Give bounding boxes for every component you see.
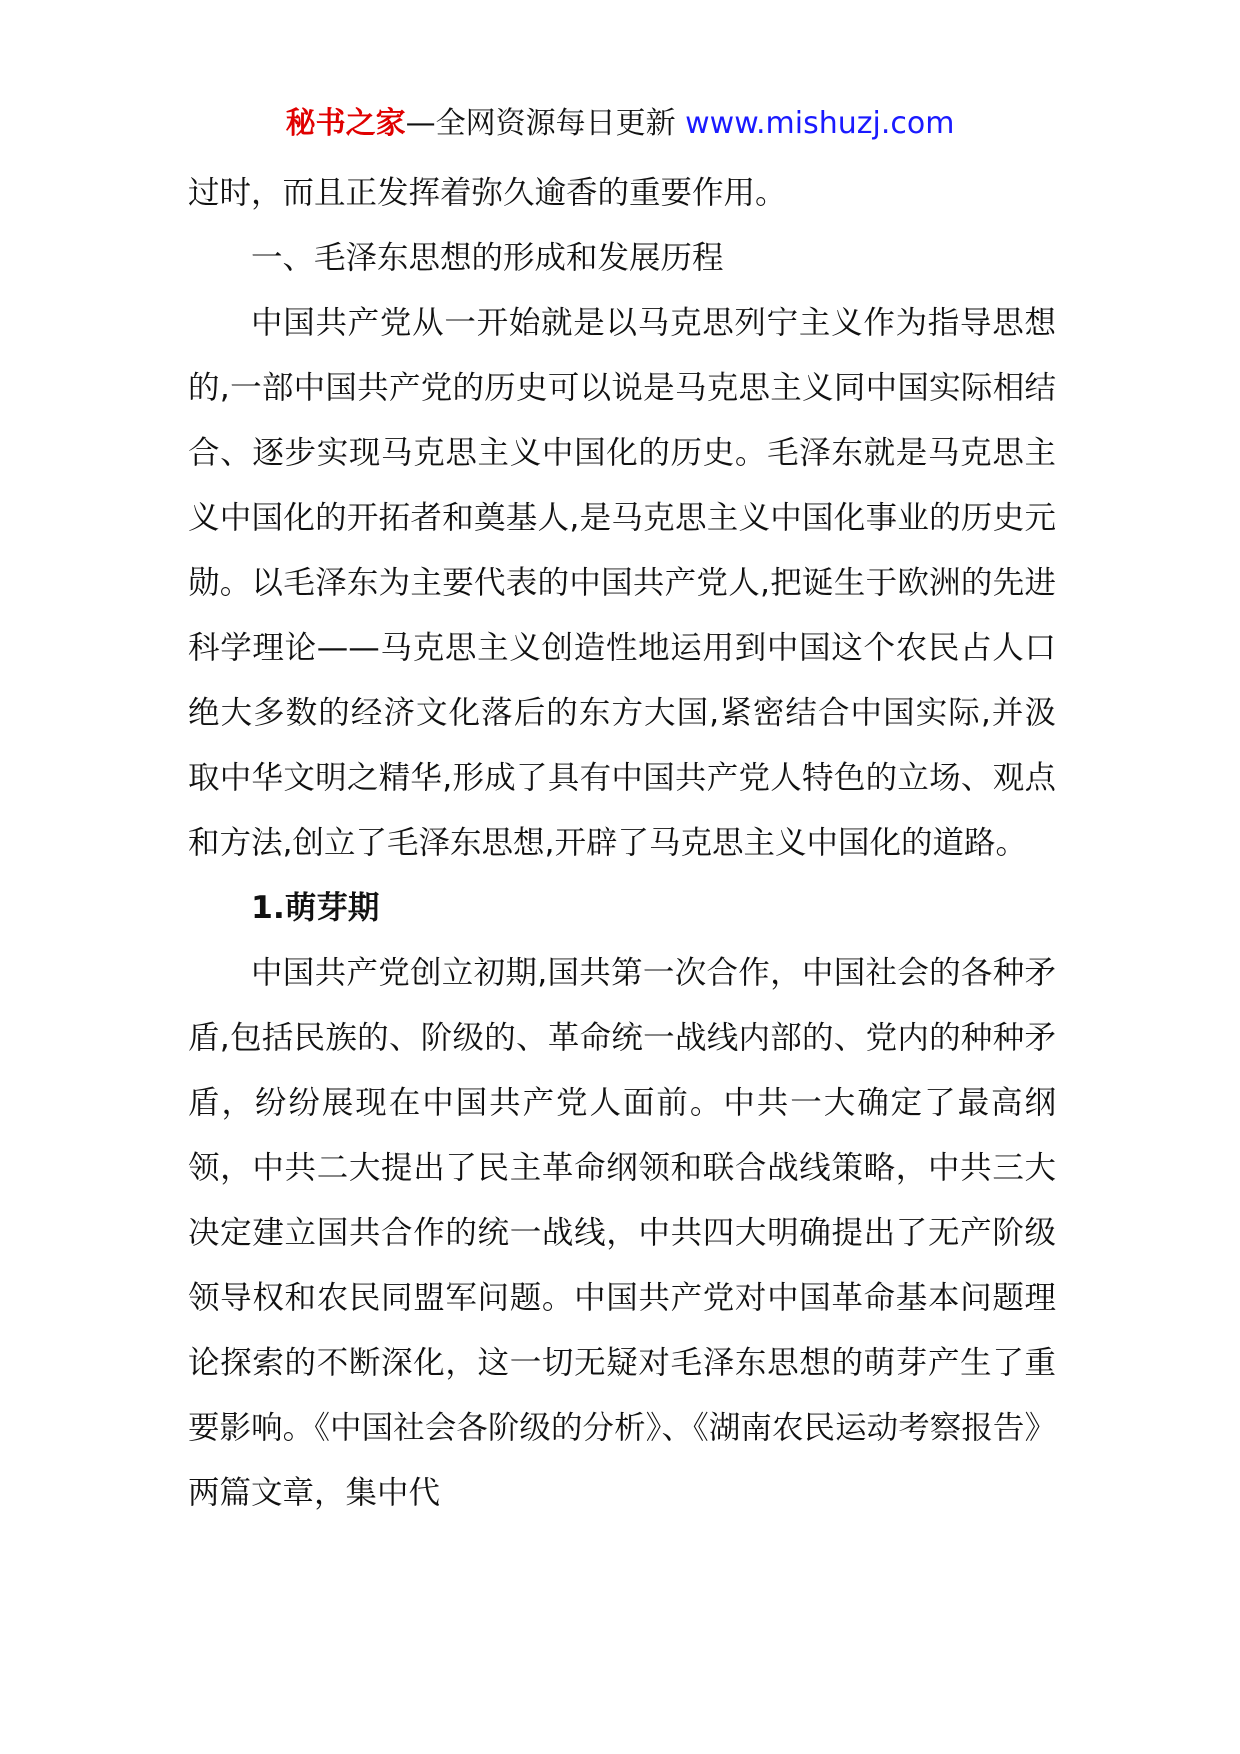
document-body [188, 161, 1056, 1526]
page-header [0, 104, 1240, 144]
brand-name: 秘书之家 [285, 106, 406, 141]
section-heading: 一、毛泽东思想的形成和发展历程 [251, 240, 724, 276]
subsection-heading: 1.萌芽期 [251, 890, 380, 926]
paragraph-continuation: 过时，而且正发挥着弥久逾香的重要作用。 [188, 175, 787, 211]
header-slogan: —全网资源每日更新 [405, 106, 676, 141]
paragraph: 中国共产党从一开始就是以马克思列宁主义作为指导思想的,一部中国共产党的历史可以说是马克思主义同中国实际相结合、逐步实现马克思主义中国化的历史。毛泽东就是马克思主义中国化的开拓者和奠基人,是马克思主义中国化事业的历史元勋。以毛泽东为主要代表的中国共产党人,把诞生于欧洲的先进科学理论——马克思主义创造性地运用到中国这个农民占人口绝大多数的经济文化落后的东方大国,紧密结合中国实际,并汲取中华文明之精华,形成了具有中国共产党人特色的立场、观点和方法,创立了毛泽东思想,开辟了马克思主义中国化的道路。 [188, 305, 1056, 861]
site-url-link[interactable]: www.mishuzj.com [685, 106, 955, 141]
paragraph: 中国共产党创立初期,国共第一次合作，中国社会的各种矛盾,包括民族的、阶级的、革命统一战线内部的、党内的种种矛盾，纷纷展现在中国共产党人面前。中共一大确定了最高纲领，中共二大提出了民主革命纲领和联合战线策略，中共三大决定建立国共合作的统一战线，中共四大明确提出了无产阶级领导权和农民同盟军问题。中国共产党对中国革命基本问题理论探索的不断深化，这一切无疑对毛泽东思想的萌芽产生了重要影响。《中国社会各阶级的分析》、《湖南农民运动考察报告》两篇文章，集中代 [188, 955, 1056, 1511]
